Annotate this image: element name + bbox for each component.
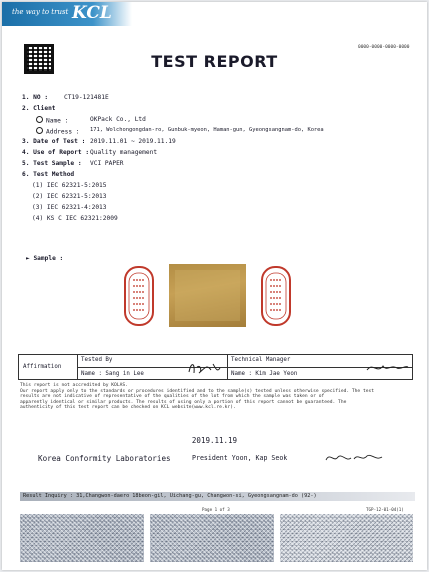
report-page xyxy=(2,2,427,570)
radio-bullet-icon xyxy=(36,127,43,134)
note-line: results are not indicative of representative of the qualities of the lot from which the sample was taken or of xyxy=(20,394,325,400)
note-line: authenticity of this test report can be checked on KCL website(www.kcl.re.kr). xyxy=(20,405,236,411)
test-method-item: (2) IEC 62321-5:2013 xyxy=(32,193,107,200)
result-inquiry-bar: Result Inquiry : 31,Changwon-daero 18beon-gil, Uichang-gu, Changwon-si, Gyeongsangnam-do (92-) xyxy=(20,492,415,501)
note-line: This report is not accredited by KOLAS. xyxy=(20,383,128,388)
test-sample-value: VCI PAPER xyxy=(90,160,124,167)
kcl-logo: KCL xyxy=(72,3,112,23)
note-line: apparently identical or similar products. The results of using only a portion of this report cannot be guaranteed. The xyxy=(20,399,347,405)
client-name-label: Name : xyxy=(46,117,69,125)
tested-by-label: Tested By xyxy=(81,357,113,363)
security-pattern xyxy=(20,514,144,562)
test-method-label: 6. Test Method xyxy=(22,171,75,178)
president-name: President Yoon, Kap Seok xyxy=(192,454,288,462)
date-of-test-label: 3. Date of Test : xyxy=(22,138,86,145)
tester-name: Name : Sang in Lee xyxy=(81,371,144,377)
client-address-label: Address : xyxy=(46,128,80,136)
client-name-value: OKPack Co., Ltd xyxy=(90,116,146,123)
report-no-label: 1. NO : xyxy=(22,94,49,101)
client-name-row xyxy=(36,116,68,125)
affirmation-table xyxy=(18,354,413,380)
disclaimer-notes xyxy=(20,383,412,411)
left-seal-stamp xyxy=(122,264,156,328)
right-seal-stamp xyxy=(259,264,293,328)
sample-photo xyxy=(169,264,246,327)
document-id: 0000-0000-0000-0000 xyxy=(358,45,410,50)
affirmation-label: Affirmation xyxy=(23,364,62,370)
page-number: Page 1 of 3 xyxy=(202,507,230,512)
client-label: 2. Client xyxy=(22,105,56,112)
sample-label: ► Sample : xyxy=(26,255,64,262)
client-address-row xyxy=(36,127,80,136)
president-signature xyxy=(324,450,384,466)
laboratory-name: Korea Conformity Laboratories xyxy=(38,454,171,463)
issue-date: 2019.11.19 xyxy=(191,436,238,445)
use-of-report-label: 4. Use of Report : xyxy=(22,149,90,156)
client-address-value: 171, Wolchongongdan-ro, Gunbuk-myeon, Haman-gun, Gyeongsangnam-do, Korea xyxy=(90,127,324,133)
security-pattern xyxy=(150,514,274,562)
test-sample-label: 5. Test Sample : xyxy=(22,160,82,167)
manager-name: Name : Kim Jae Yeon xyxy=(231,371,298,377)
note-line: Our report apply only to the standards or procedures identified and to the sample(s) tested unless otherwise specified. The test xyxy=(20,388,375,394)
tester-signature xyxy=(187,358,223,378)
report-no-value: CT19-121481E xyxy=(64,94,109,101)
page-title: TEST REPORT xyxy=(151,52,278,71)
date-of-test-value: 2019.11.01 ~ 2019.11.19 xyxy=(90,138,176,145)
manager-signature xyxy=(365,360,409,378)
security-pattern xyxy=(280,514,413,562)
technical-manager-label: Technical Manager xyxy=(231,357,291,363)
radio-bullet-icon xyxy=(36,116,43,123)
banner-tagline: the way to trust xyxy=(12,8,69,16)
form-code: TGP-12-01-04(1) xyxy=(366,507,404,512)
use-of-report-value: Quality management xyxy=(90,149,158,156)
kcl-banner xyxy=(2,2,132,26)
test-method-item: (4) KS C IEC 62321:2009 xyxy=(32,215,118,222)
test-method-item: (1) IEC 62321-5:2015 xyxy=(32,182,107,189)
test-method-item: (3) IEC 62321-4:2013 xyxy=(32,204,107,211)
